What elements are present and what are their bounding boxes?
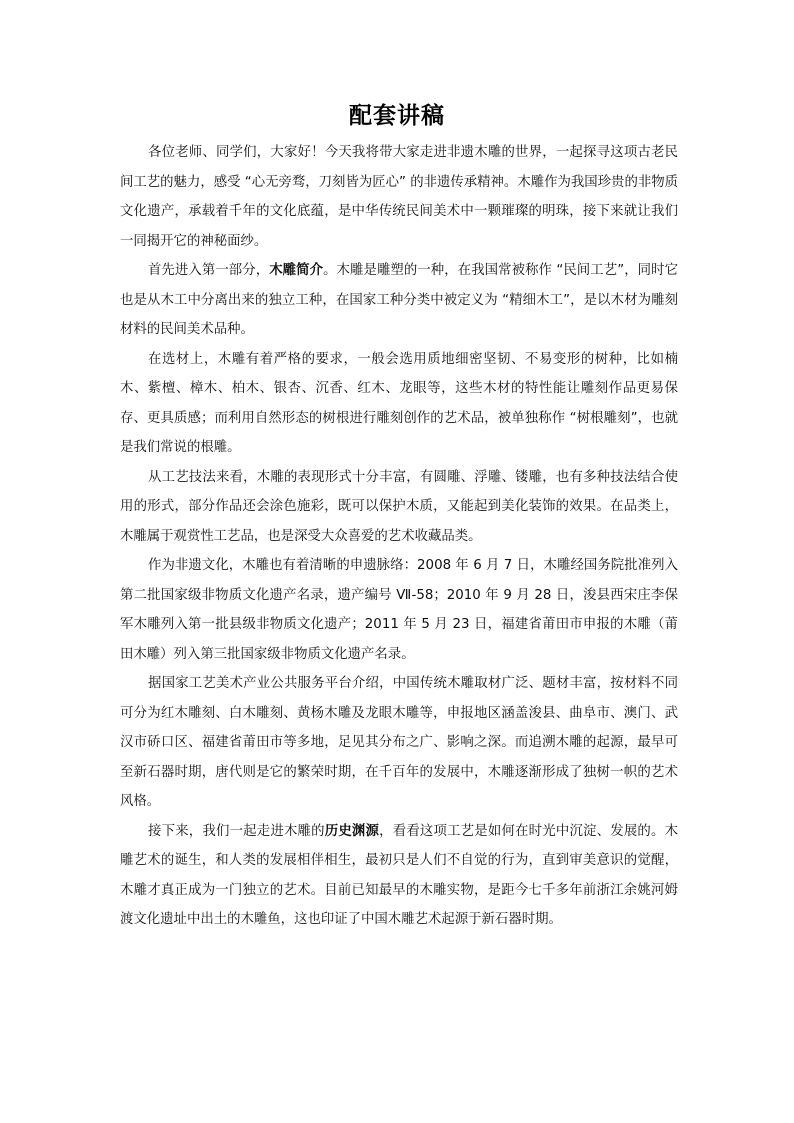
paragraph-text: 首先进入第一部分， — [148, 263, 270, 278]
paragraph-materials — [120, 345, 678, 463]
document-title: 配套讲稿 — [349, 102, 445, 129]
paragraph-heritage-listing — [120, 551, 678, 669]
paragraph-intro — [120, 138, 678, 256]
paragraph-history — [120, 817, 678, 935]
paragraph-text: 在选材上，木雕有着严格的要求，一般会选用质地细密坚韧、不易变形的树种，比如楠木、紫檀、樟木、柏木、银杏、沉香、红木、龙眼等，这些木材的特性能让雕刻作品更易保存、更具质感；而利用自然形态的树根进行雕刻创作的艺术品，被单独称作 “树根雕刻”，也就是我们常说的根雕。 — [120, 351, 678, 455]
paragraph-text: 各位老师、同学们，大家好！今天我将带大家走进非遗木雕的世界，一起探寻这项古老民间工艺的魅力，感受 “心无旁骛，刀刻皆为匠心” 的非遗传承精神。木雕作为我国珍贵的非物质文化遗产，承载着千年的文化底蕴，是中华传统民间美术中一颗璀璨的明珠，接下来就让我们一同揭开它的神秘面纱。 — [120, 145, 679, 249]
section-keyword: 木雕简介 — [269, 263, 324, 278]
paragraph-text: 接下来，我们一起走进木雕的 — [148, 823, 325, 839]
paragraph-text: 据国家工艺美术产业公共服务平台介绍，中国传统木雕取材广泛、题材丰富，按材料不同可分为红木雕刻、白木雕刻、黄杨木雕及龙眼木雕等，申报地区涵盖浚县、曲阜市、澳门、武汉市硚口区、福建省莆田市等多地，足见其分布之广、影响之深。而追溯木雕的起源，最早可至新石器时期，唐代则是它的繁荣时期，在千百年的发展中，木雕逐渐形成了独树一帜的艺术风格。 — [120, 676, 678, 809]
paragraph-text: 从工艺技法来看，木雕的表现形式十分丰富，有圆雕、浮雕、镂雕，也有多种技法结合使用的形式，部分作品还会涂色施彩，既可以保护木质，又能起到美化装饰的效果。在品类上，木雕属于观赏性工艺品，也是深受大众喜爱的艺术收藏品类。 — [120, 469, 678, 544]
paragraph-text: 。木雕是雕塑的一种，在我国常被称作 “民间工艺”，同时它也是从木工中分离出来的独立工种，在国家工种分类中被定义为 “精细木工”，是以木材为雕刻材料的民间美术品种。 — [120, 263, 679, 337]
paragraph-text: 作为非遗文化，木雕也有着清晰的申遗脉络：2008 年 6 月 7 日，木雕经国务院批准列入第二批国家级非物质文化遗产名录，遗产编号 Ⅶ-58；2010 年 9 月 28 日，浚县西宋庄李保军木雕列入第一批县级非物质文化遗产；2011 年 5 月 23 日，福建省莆田市申报的木雕（莆田木雕）列入第三批国家级非物质文化遗产名录。 — [120, 558, 678, 662]
paragraph-text: ，看看这项工艺是如何在时光中沉淀、发展的。木雕艺术的诞生，和人类的发展相伴相生，最初只是人们不自觉的行为，直到审美意识的觉醒，木雕才真正成为一门独立的艺术。目前已知最早的木雕实物，是距今七千多年前浙江余姚河姆渡文化遗址中出土的木雕鱼，这也印证了中国木雕艺术起源于新石器时期。 — [120, 823, 679, 927]
paragraph-techniques — [120, 463, 678, 552]
paragraph-distribution — [120, 669, 678, 817]
section-keyword: 历史渊源 — [324, 823, 380, 839]
paragraph-woodcarving-intro — [120, 256, 678, 345]
document-body — [120, 138, 678, 935]
